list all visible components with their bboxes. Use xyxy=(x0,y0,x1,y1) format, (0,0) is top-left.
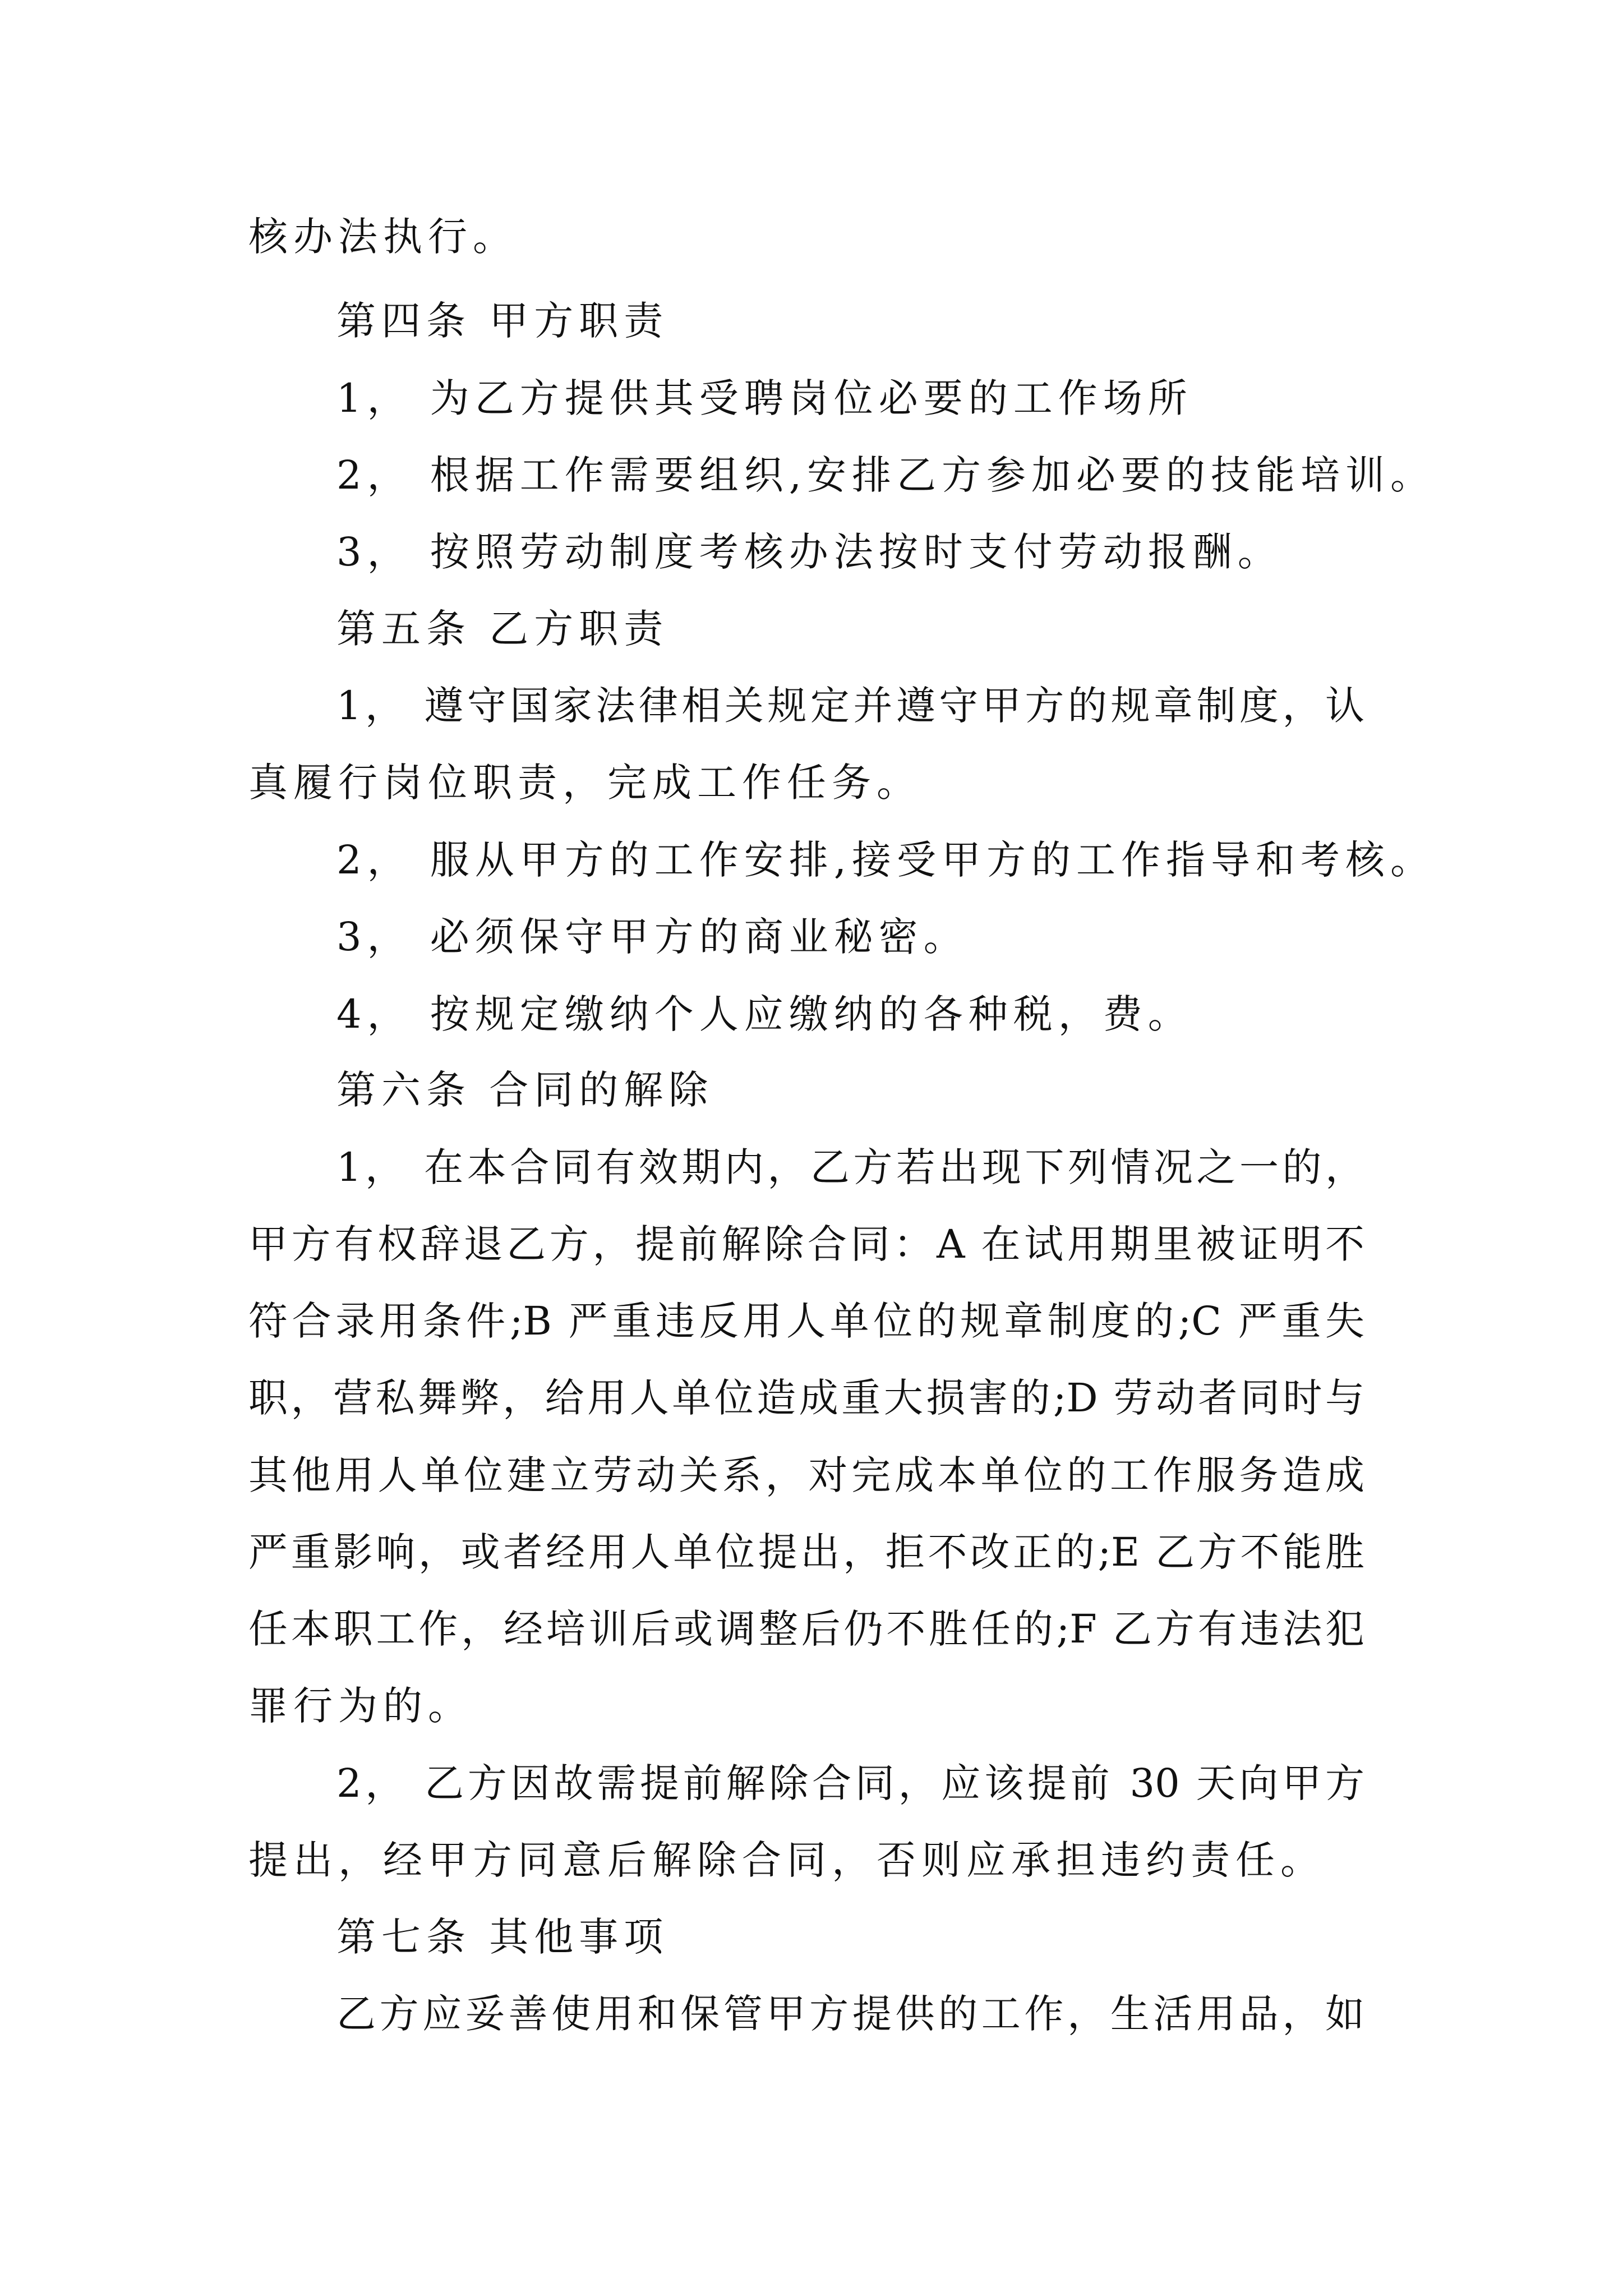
list-item: 2， 根据工作需要组织,安排乙方参加必要的技能培训。 xyxy=(336,452,1436,498)
list-item: 1， 遵守国家法律相关规定并遵守甲方的规章制度，认 xyxy=(336,683,1364,729)
body-line: 罪行为的。 xyxy=(248,1683,473,1729)
body-line: 任本职工作，经培训后或调整后仍不胜任的;F 乙方有违法犯 xyxy=(248,1606,1364,1652)
body-line: 核办法执行。 xyxy=(248,214,518,260)
list-item: 3， 必须保守甲方的商业秘密。 xyxy=(336,914,969,960)
article-heading: 第七条 其他事项 xyxy=(336,1914,669,1960)
body-line: 严重影响，或者经用人单位提出，拒不改正的;E 乙方不能胜 xyxy=(248,1529,1364,1575)
body-line: 真履行岗位职责，完成工作任务。 xyxy=(248,760,921,806)
list-item: 2， 乙方因故需提前解除合同，应该提前 30 天向甲方 xyxy=(336,1760,1364,1806)
body-line: 符合录用条件;B 严重违反用人单位的规章制度的;C 严重失 xyxy=(248,1298,1364,1344)
article-heading: 第四条 甲方职责 xyxy=(336,298,669,344)
body-line: 乙方应妥善使用和保管甲方提供的工作，生活用品，如 xyxy=(336,1991,1364,2037)
body-line: 其他用人单位建立劳动关系，对完成本单位的工作服务造成 xyxy=(248,1452,1364,1498)
body-line: 甲方有权辞退乙方，提前解除合同：A 在试用期里被证明不 xyxy=(248,1221,1364,1267)
article-heading: 第六条 合同的解除 xyxy=(336,1067,714,1113)
list-item: 1， 在本合同有效期内，乙方若出现下列情况之一的， xyxy=(336,1144,1364,1190)
list-item: 2， 服从甲方的工作安排,接受甲方的工作指导和考核。 xyxy=(336,837,1436,883)
body-line: 职，营私舞弊，给用人单位造成重大损害的;D 劳动者同时与 xyxy=(248,1375,1364,1421)
list-item: 1， 为乙方提供其受聘岗位必要的工作场所 xyxy=(336,375,1193,421)
list-item: 3， 按照劳动制度考核办法按时支付劳动报酬。 xyxy=(336,529,1283,575)
body-line: 提出，经甲方同意后解除合同，否则应承担违约责任。 xyxy=(248,1837,1325,1883)
list-item: 4， 按规定缴纳个人应缴纳的各种税，费。 xyxy=(336,991,1193,1037)
article-heading: 第五条 乙方职责 xyxy=(336,606,669,652)
